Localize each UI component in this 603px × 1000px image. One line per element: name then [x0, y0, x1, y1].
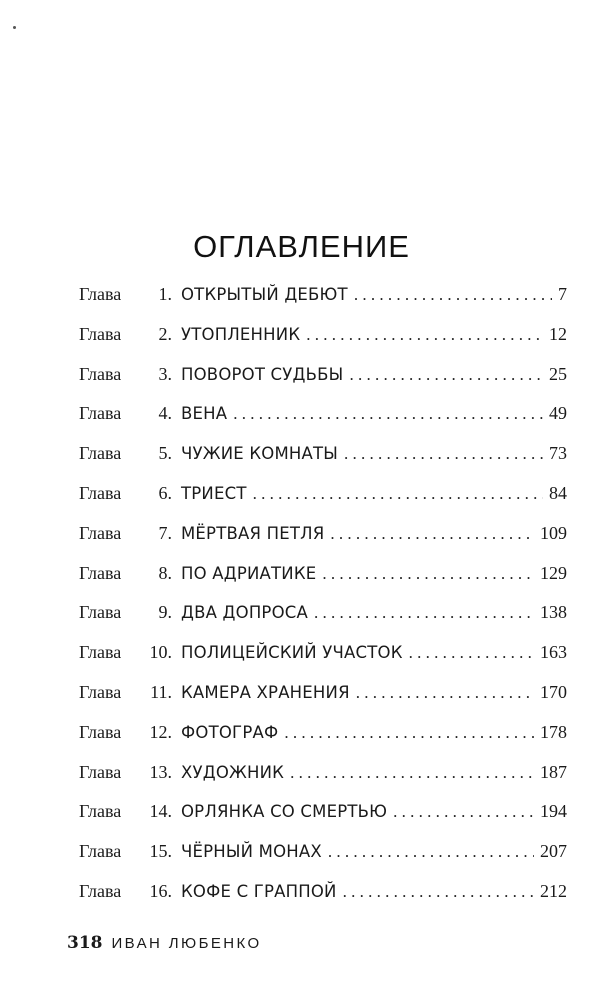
dot-leader: [290, 763, 534, 783]
dot-leader: [356, 683, 534, 703]
toc-entry: [79, 682, 567, 722]
chapter-word: Глава: [79, 841, 122, 862]
chapter-word: Глава: [79, 880, 122, 901]
chapter-number: 16.: [149, 880, 172, 901]
chapter-number: 5.: [158, 443, 172, 464]
page-number: 25: [549, 363, 567, 384]
page-number: 194: [540, 801, 567, 822]
chapter-number: 1.: [158, 284, 172, 304]
dot-leader: [393, 802, 534, 822]
dot-leader: [409, 643, 534, 663]
page-number: 7: [558, 284, 567, 304]
chapter-title: КАМЕРА ХРАНЕНИЯ: [181, 682, 350, 702]
page-number: 129: [540, 562, 567, 583]
chapter-title: УТОПЛЕННИК: [181, 324, 301, 344]
chapter-title: МЁРТВАЯ ПЕТЛЯ: [181, 523, 325, 543]
chapter-word: Глава: [79, 801, 122, 822]
dot-leader: [343, 882, 534, 902]
toc-entry: [79, 324, 567, 364]
chapter-word: Глава: [79, 602, 122, 623]
chapter-title: ЧУЖИЕ КОМНАТЫ: [181, 444, 339, 464]
chapter-title: ОРЛЯНКА СО СМЕРТЬЮ: [181, 802, 388, 822]
dot-leader: [306, 325, 543, 345]
toc-entry: [79, 642, 567, 682]
chapter-number: 7.: [158, 522, 172, 543]
chapter-title: ПО АДРИАТИКЕ: [181, 563, 317, 583]
chapter-title: ОТКРЫТЫЙ ДЕБЮТ: [181, 285, 348, 304]
page-number: 170: [540, 681, 567, 702]
dot-leader: [314, 603, 534, 623]
chapter-word: Глава: [79, 721, 122, 742]
dot-leader: [349, 365, 543, 385]
dot-leader: [322, 564, 534, 584]
chapter-word: Глава: [79, 323, 122, 344]
scan-speck: [13, 26, 16, 29]
chapter-number: 12.: [149, 721, 172, 742]
toc-entry: [79, 602, 567, 642]
chapter-number: 13.: [149, 761, 172, 782]
dot-leader: [328, 842, 534, 862]
dot-leader: [233, 404, 543, 424]
page-number: 73: [549, 443, 567, 464]
page-number: 138: [540, 602, 567, 623]
chapter-number: 15.: [149, 841, 172, 862]
toc-entry: [79, 722, 567, 762]
page-number: 163: [540, 642, 567, 663]
chapter-title: ТРИЕСТ: [181, 483, 247, 503]
chapter-number: 9.: [158, 602, 172, 623]
toc-entry: [79, 762, 567, 802]
toc-entry: [79, 443, 567, 483]
chapter-word: Глава: [79, 363, 122, 384]
page-number: 84: [549, 482, 567, 503]
chapter-title: ПОЛИЦЕЙСКИЙ УЧАСТОК: [181, 643, 403, 663]
chapter-word: Глава: [79, 562, 122, 583]
chapter-word: Глава: [79, 642, 122, 663]
chapter-title: КОФЕ С ГРАППОЙ: [181, 881, 337, 901]
chapter-word: Глава: [79, 284, 122, 304]
chapter-title: ВЕНА: [181, 404, 228, 424]
page-number: 12: [549, 323, 567, 344]
page-number: 207: [540, 841, 567, 862]
chapter-number: 6.: [158, 482, 172, 503]
chapter-word: Глава: [79, 681, 122, 702]
toc-entry: [79, 801, 567, 841]
chapter-number: 14.: [149, 801, 172, 822]
dot-leader: [354, 285, 552, 305]
toc-entry: [79, 563, 567, 603]
chapter-number: 4.: [158, 403, 172, 424]
folio-page-number: 318: [67, 933, 103, 953]
chapter-word: Глава: [79, 522, 122, 543]
dot-leader: [330, 524, 534, 544]
chapter-word: Глава: [79, 761, 122, 782]
page-number: 109: [540, 522, 567, 543]
chapter-title: ФОТОГРАФ: [181, 722, 279, 742]
running-footer: [67, 933, 262, 953]
toc-entry: [79, 881, 567, 921]
toc-entry: [79, 841, 567, 881]
table-of-contents: [79, 284, 567, 921]
chapter-title: ПОВОРОТ СУДЬБЫ: [181, 364, 344, 384]
page-title: ОГЛАВЛЕНИЕ: [193, 228, 410, 264]
chapter-number: 8.: [158, 562, 172, 583]
page-number: 178: [540, 721, 567, 742]
page-number: 49: [549, 403, 567, 424]
chapter-word: Глава: [79, 443, 122, 464]
chapter-title: ДВА ДОПРОСА: [181, 603, 308, 623]
author-name: ИВАН ЛЮБЕНКО: [111, 935, 262, 952]
chapter-number: 11.: [150, 681, 172, 702]
toc-entry: [79, 523, 567, 563]
page-number: 212: [540, 880, 567, 901]
chapter-title: ХУДОЖНИК: [181, 762, 285, 782]
toc-entry: [79, 284, 567, 324]
dot-leader: [253, 484, 543, 504]
dot-leader: [344, 444, 543, 464]
toc-entry: [79, 403, 567, 443]
toc-entry: [79, 483, 567, 523]
chapter-title: ЧЁРНЫЙ МОНАХ: [181, 842, 322, 862]
dot-leader: [284, 723, 534, 743]
chapter-number: 2.: [158, 323, 172, 344]
chapter-number: 10.: [149, 642, 172, 663]
page-number: 187: [540, 761, 567, 782]
toc-entry: [79, 364, 567, 404]
chapter-word: Глава: [79, 482, 122, 503]
chapter-word: Глава: [79, 403, 122, 424]
chapter-number: 3.: [158, 363, 172, 384]
